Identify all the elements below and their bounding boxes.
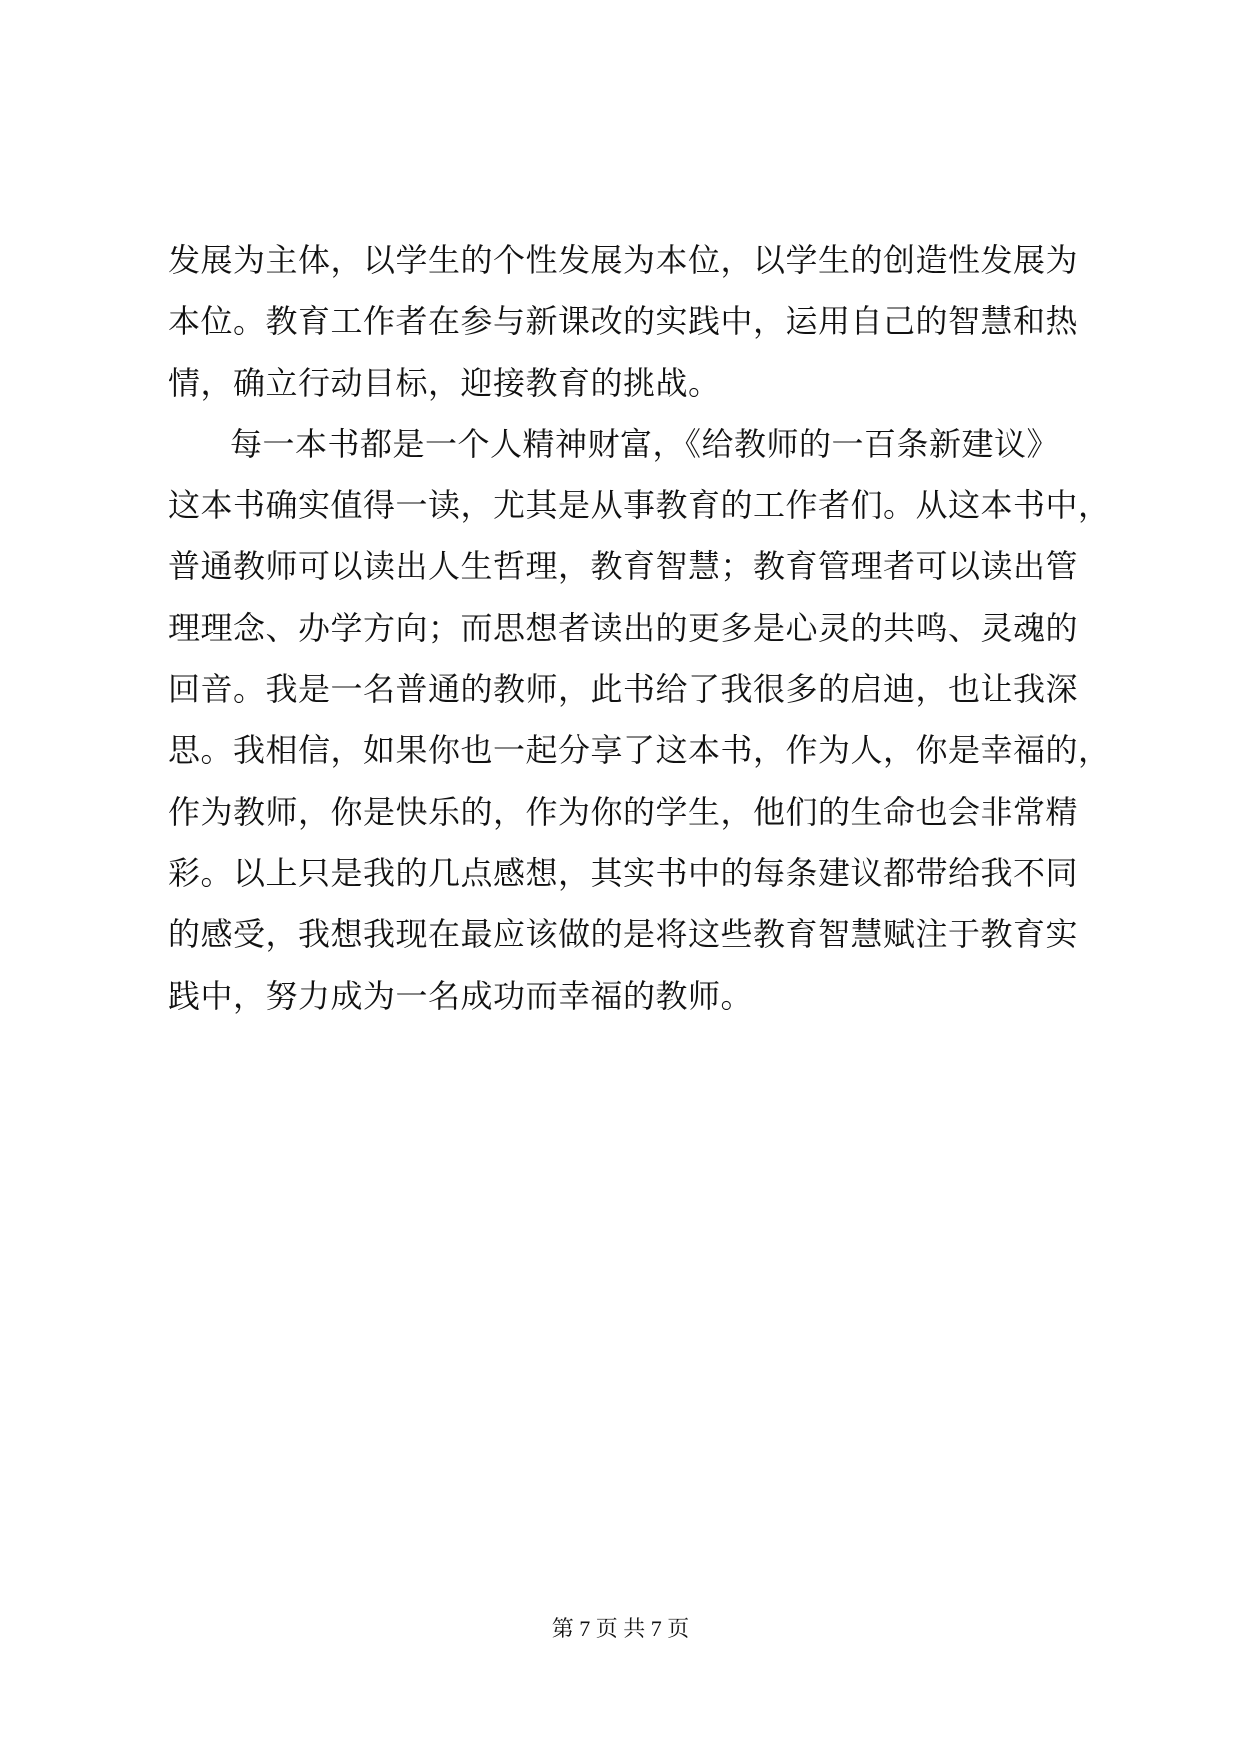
text-line: 情，确立行动目标，迎接教育的挑战。 xyxy=(168,363,721,402)
text-line: 理理念、办学方向；而思想者读出的更多是心灵的共鸣、灵魂的 xyxy=(168,608,1079,647)
text-line: 践中，努力成为一名成功而幸福的教师。 xyxy=(168,976,754,1015)
text-line: 彩。以上只是我的几点感想，其实书中的每条建议都带给我不同 xyxy=(168,853,1079,892)
text-line: 普通教师可以读出人生哲理，教育智慧；教育管理者可以读出管 xyxy=(168,547,1079,586)
paragraph-start-line: 每一本书都是一个人精神财富，《给教师的一百条新建议》 xyxy=(230,424,1060,463)
text-line: 发展为主体，以学生的个性发展为本位，以学生的创造性发展为 xyxy=(168,241,1079,279)
text-line: 思。我相信，如果你也一起分享了这本书，作为人，你是幸福的， xyxy=(168,731,1111,770)
text-line: 作为教师，你是快乐的，作为你的学生，他们的生命也会非常精 xyxy=(168,792,1079,831)
text-line: 回音。我是一名普通的教师，此书给了我很多的启迪，也让我深 xyxy=(168,670,1079,709)
text-line: 本位。教育工作者在参与新课改的实践中，运用自己的智慧和热 xyxy=(168,302,1079,341)
text-line: 这本书确实值得一读，尤其是从事教育的工作者们。从这本书中， xyxy=(168,486,1111,525)
body-text xyxy=(168,230,1111,1027)
text-line: 的感受，我想我现在最应该做的是将这些教育智慧赋注于教育实 xyxy=(168,915,1079,954)
page-number-footer: 第 7 页 共 7 页 xyxy=(551,1616,690,1641)
